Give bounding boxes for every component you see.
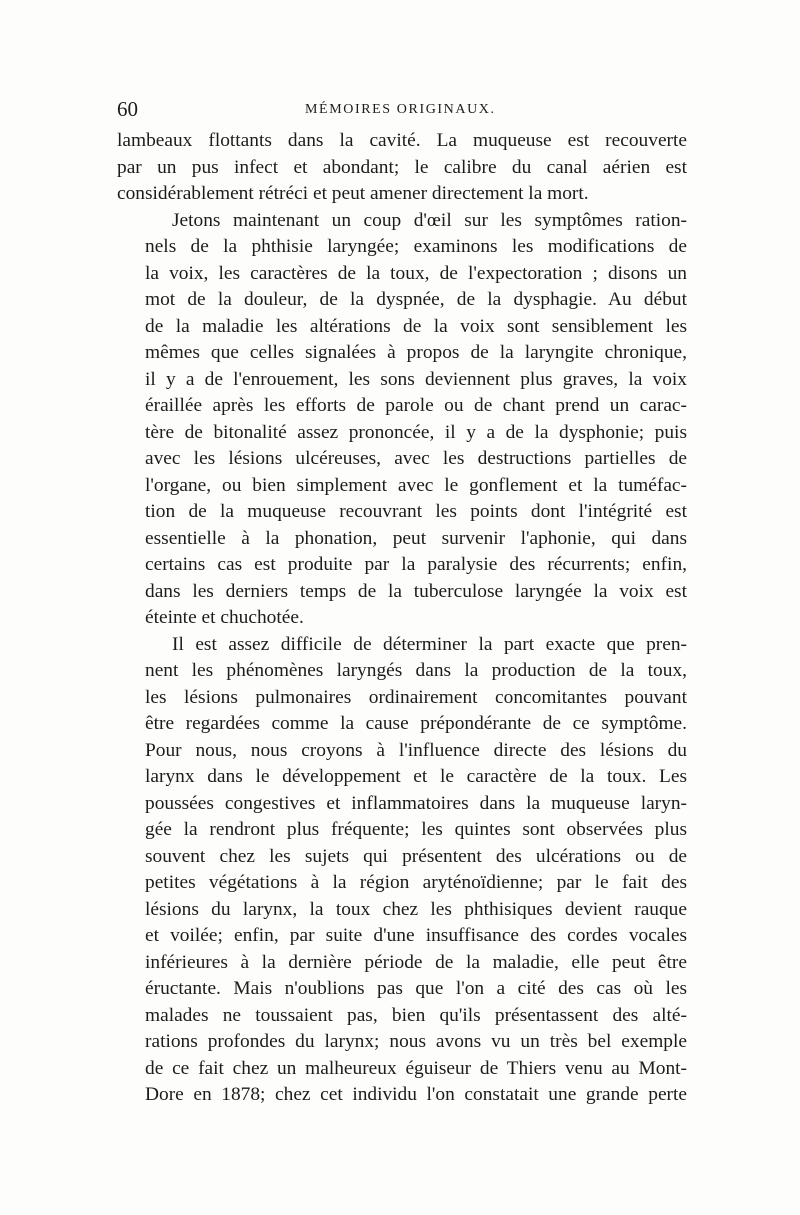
text-line: lambeaux flottants dans la cavité. La muqueuse est recouverte (117, 130, 687, 151)
text-line: l'organe, ou bien simplement avec le gonflement et la tuméfac- (145, 474, 687, 496)
text-line: souvent chez les sujets qui présentent des ulcérations ou de (145, 845, 687, 867)
text-line: larynx dans le développement et le caractère de la toux. Les (145, 766, 687, 787)
paragraph (117, 128, 687, 208)
paragraph (117, 632, 687, 1109)
body-text (117, 128, 687, 1109)
text-line: Il est assez difficile de déterminer la part exacte que pren- (172, 633, 687, 655)
text-line: et voilée; enfin, par suite d'une insuffisance des cordes vocales (145, 925, 687, 946)
text-line: tion de la muqueuse recouvrant les points dont l'intégrité est (145, 501, 687, 522)
running-title: MÉMOIRES ORIGINAUX. (305, 102, 496, 117)
text-line: éteinte et chuchotée. (145, 607, 304, 628)
text-line: Pour nous, nous croyons à l'influence directe des lésions du (145, 739, 687, 761)
text-line: nels de la phthisie laryngée; examinons les modifications de (145, 236, 687, 257)
text-line: être regardées comme la cause prépondérante de ce symptôme. (145, 713, 687, 734)
text-line: les lésions pulmonaires ordinairement concomitantes pouvant (145, 686, 687, 708)
text-line: malades ne toussaient pas, bien qu'ils présentassent des alté- (145, 1004, 687, 1026)
text-line: considérablement rétréci et peut amener directement la mort. (117, 183, 589, 204)
text-line: de ce fait chez un malheureux éguiseur de Thiers venu au Mont- (145, 1057, 687, 1079)
text-line: la voix, les caractères de la toux, de l'expectoration ; disons un (145, 262, 687, 284)
text-line: poussées congestives et inflammatoires dans la muqueuse laryn- (145, 792, 687, 814)
text-line: avec les lésions ulcéreuses, avec les destructions partielles de (145, 448, 687, 469)
text-line: inférieures à la dernière période de la maladie, elle peut être (145, 951, 687, 973)
text-line: lésions du larynx, la toux chez les phthisiques devient rauque (145, 898, 687, 920)
text-line: nent les phénomènes laryngés dans la production de la toux, (145, 660, 687, 681)
text-line: mêmes que celles signalées à propos de la laryngite chronique, (145, 342, 687, 363)
text-line: il y a de l'enrouement, les sons deviennent plus graves, la voix (145, 368, 687, 390)
text-line: mot de la douleur, de la dyspnée, de la dysphagie. Au début (145, 289, 687, 310)
page-header (117, 97, 687, 121)
text-line: certains cas est produite par la paralysie des récurrents; enfin, (145, 554, 687, 575)
text-line: rations profondes du larynx; nous avons vu un très bel exemple (145, 1031, 687, 1052)
text-line: Dore en 1878; chez cet individu l'on constatait une grande perte (145, 1084, 687, 1105)
text-line: Jetons maintenant un coup d'œil sur les symptômes ration- (172, 209, 687, 231)
text-line: de la maladie les altérations de la voix sont sensiblement les (145, 315, 687, 337)
text-line: petites végétations à la région aryténoïdienne; par le fait des (145, 872, 687, 893)
text-line: par un pus infect et abondant; le calibre du canal aérien est (117, 156, 687, 178)
text-line: tère de bitonalité assez prononcée, il y a de la dysphonie; puis (145, 421, 687, 443)
text-line: gée la rendront plus fréquente; les quintes sont observées plus (145, 819, 687, 840)
paragraph (117, 208, 687, 632)
text-line: dans les derniers temps de la tuberculose laryngée la voix est (145, 580, 687, 602)
text-line: éructante. Mais n'oublions pas que l'on a cité des cas où les (145, 978, 687, 999)
text-line: essentielle à la phonation, peut survenir l'aphonie, qui dans (145, 527, 687, 549)
page-number: 60 (117, 97, 138, 121)
text-line: éraillée après les efforts de parole ou de chant prend un carac- (145, 395, 687, 416)
